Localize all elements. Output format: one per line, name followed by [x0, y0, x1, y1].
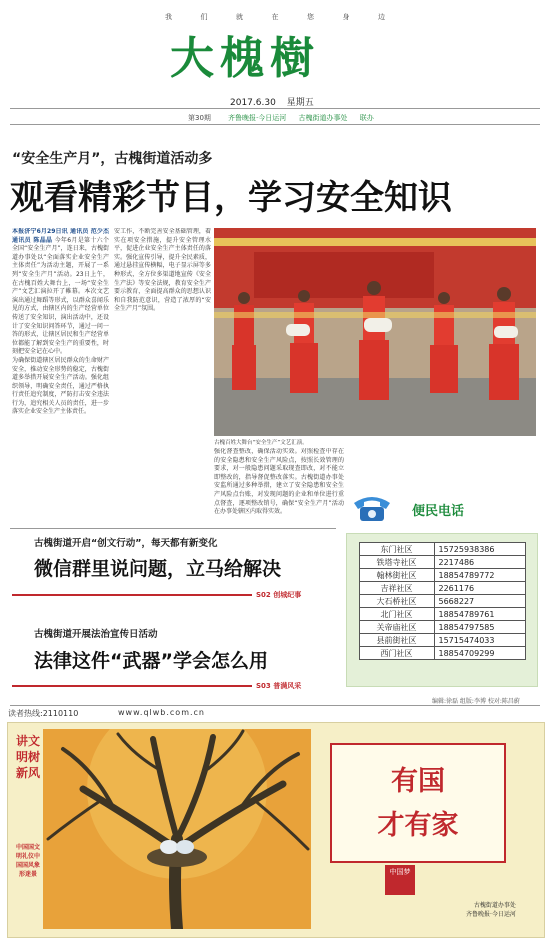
community-name: 大石桥社区 [359, 595, 434, 608]
article-paragraph: 强化督查整改，确保活动实效。对照检查中存在的安全隐患和安全生产风险点，按照长效管理的要求，对一般隐患问题采取现查即改，对不能立即整改的，指导督促整改落实。古槐街道办事处安监所通过多种举措，建立了安全隐患和安全生产风险点台账，对发现问题的企业和单位进行重点督查，逐项整改销号，确保“安全生产月”活动在办事处辖区内取得实效。 [214, 448, 344, 516]
slogan-char: 我 [165, 13, 172, 21]
dancers-illustration [214, 228, 536, 436]
partner-link[interactable]: 古槐街道办事处 [298, 114, 348, 122]
community-phone[interactable]: 5668227 [434, 595, 525, 608]
issue-weekday: 星期五 [286, 98, 314, 108]
telephone-icon [350, 493, 394, 523]
infobar-rule [10, 124, 540, 125]
teaser-page-ref[interactable]: S02 创城纪事 [256, 591, 302, 599]
directory-row [359, 582, 525, 595]
directory-row [359, 634, 525, 647]
editor-credits: 编辑:徐磊 组版:李博 校对:陈昌蔚 [432, 698, 520, 705]
masthead-rule [10, 108, 540, 109]
partner-links [228, 113, 384, 123]
community-name: 翰林街社区 [359, 569, 434, 582]
article-column-3 [214, 448, 344, 533]
ad-vertical-slogan: 讲文明树新风 [16, 734, 41, 780]
website-link[interactable]: www.qlwb.com.cn [118, 708, 205, 717]
community-name: 西门社区 [359, 647, 434, 660]
article-paragraph: 今年6月是第十六个全国“安全生产月”，连日来，古槐街道办事处以“全面落实企业安全生产主体责任”为活动主题，开展了一系列“安全生产月”活动。23日上午，在古槐百姓大舞台上，一场“安全生产”文艺汇演拉开了帷幕。本次文艺演出通过舞蹈等形式，以群众喜闻乐见的方式，由辖区内的生产经营单位传送了安全知识，演出活动中，还设计了安全知识问答环节，通过一问一答的形式，让辖区居民和生产经营单位都能了解到安全生产的重要性，时刻把安全记在心中。 [12, 236, 109, 356]
dateline [230, 95, 322, 108]
article-byline: 本报济宁6月29日讯 通讯员 范少杰 通讯员 陈晶晶 [12, 228, 109, 244]
slogan-char: 在 [271, 13, 279, 21]
china-dream-seal: 中国梦 [385, 865, 415, 895]
lead-kicker: “安全生产月”，古槐街道活动多 [12, 151, 213, 167]
directory-row [359, 556, 525, 569]
teaser-1[interactable] [34, 535, 334, 581]
ad-slogan-frame [330, 743, 506, 863]
teaser-divider [12, 594, 252, 596]
community-name: 北门社区 [359, 608, 434, 621]
slogan-char: 身 [342, 13, 350, 21]
slogan-char: 就 [236, 13, 243, 21]
teaser-title[interactable]: 法律这件“武器”学会怎么用 [34, 650, 268, 672]
community-name: 铁塔寺社区 [359, 556, 434, 569]
ad-slogan-line-1: 有国 [391, 766, 445, 797]
photo-caption: 古槐百姓大舞台“安全生产”文艺汇演。 [214, 440, 308, 446]
directory-row [359, 595, 525, 608]
partner-link[interactable]: 联办 [359, 114, 374, 122]
ad-sponsors [466, 901, 516, 919]
slogan-char: 边 [378, 13, 385, 21]
ad-sponsor: 齐鲁晚报·今日运河 [466, 911, 516, 918]
teaser-page-ref[interactable]: S03 普满风采 [256, 682, 302, 690]
masthead-slogan [165, 12, 385, 22]
community-phone[interactable]: 15725938386 [434, 543, 525, 556]
community-name: 县前街社区 [359, 634, 434, 647]
community-phone[interactable]: 18854789772 [434, 569, 525, 582]
community-phone[interactable]: 18854789761 [434, 608, 525, 621]
community-phone[interactable]: 2261176 [434, 582, 525, 595]
community-phone[interactable]: 18854709299 [434, 647, 525, 660]
reader-hotline: 读者热线:2110110 [8, 709, 79, 718]
slogan-char: 们 [200, 13, 208, 21]
tree-nest-artwork [43, 729, 311, 929]
ad-slogan-line-2: 才有家 [377, 810, 459, 841]
directory-row [359, 621, 525, 634]
directory-row [359, 569, 525, 582]
article-column-1 [12, 228, 109, 528]
newspaper-title: 大槐樹 [170, 33, 320, 84]
teaser-divider [12, 685, 252, 687]
footer-rule [10, 705, 540, 706]
service-phone-title: 便民电话 [412, 504, 465, 519]
teaser-kicker: 古槐街道开展法治宣传日活动 [34, 629, 158, 640]
phone-directory [346, 533, 538, 687]
article-column-2 [114, 228, 211, 528]
article-paragraph: 为确保街道辖区居民群众的生命财产安全，推动安全形势的稳定，古槐街道多举措开展安全生产活动。强化组织领导，明确安全责任，通过严格执行责任追究制度，严防打击安全违法行为，追究相关人员的责任，进一步落实企业安全生产主体责任。 [12, 356, 109, 416]
community-name: 东门社区 [359, 543, 434, 556]
community-phone[interactable]: 18854797585 [434, 621, 525, 634]
slogan-char: 您 [307, 13, 314, 21]
info-bar [0, 110, 550, 124]
issue-number: 第30期 [188, 114, 211, 122]
partner-link[interactable]: 齐鲁晚报·今日运河 [228, 114, 287, 122]
directory-row [359, 647, 525, 660]
teaser-kicker: 古槐街道开启“创文行动”，每天都有新变化 [34, 538, 218, 549]
community-phone[interactable]: 15715474033 [434, 634, 525, 647]
issue-date: 2017.6.30 [230, 98, 276, 108]
community-name: 关帝庙社区 [359, 621, 434, 634]
teaser-2[interactable] [34, 626, 334, 673]
ad-sponsor: 古槐街道办事处 [473, 902, 516, 909]
public-service-ad [7, 722, 545, 938]
directory-table [359, 542, 526, 660]
community-name: 吉祥社区 [359, 582, 434, 595]
community-phone[interactable]: 2217486 [434, 556, 525, 569]
directory-row [359, 608, 525, 621]
section-rule [10, 528, 336, 529]
teaser-title[interactable]: 微信群里说问题，立马给解决 [34, 558, 282, 580]
directory-row [359, 543, 525, 556]
lead-headline[interactable]: 观看精彩节目，学习安全知识 [10, 178, 452, 218]
article-paragraph: 安工作，不断完善安全基础管理，着实在项安全措施，提升安全管理水平，促进企业安全生产主体责任的落实。强化宣传引导，提升全民素质，通过悬挂宣传横幅，电子显示屏等多种形式，全方位多渠道地宣传《安全生产法》等安全法规，教育安全生产要示教育，全面提高群众的思想认识和自我防范意识，营造了浓厚的“安全生产月”氛围。 [114, 228, 211, 313]
performance-photo[interactable] [214, 228, 536, 436]
ad-vertical-small: 中国国文明礼仪中国国风象形迷景 [16, 844, 41, 878]
